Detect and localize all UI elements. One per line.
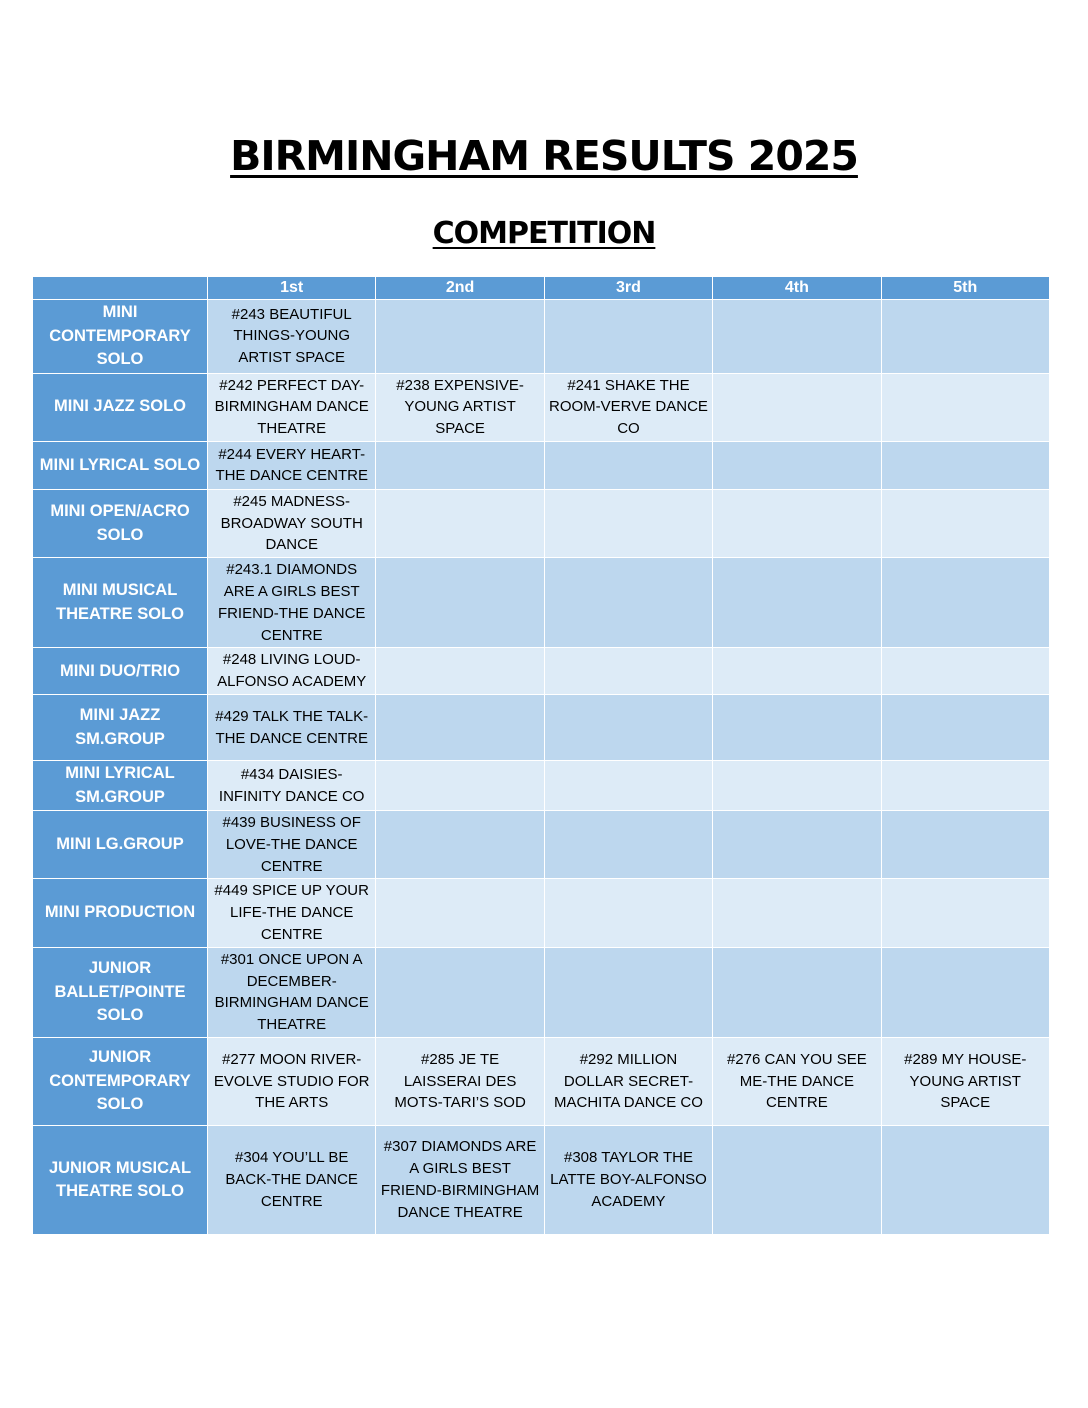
placement-cell [713,373,881,441]
table-row [33,489,1050,557]
placement-cell [713,648,881,695]
placement-cell [376,300,544,374]
placement-cell: #243.1 DIAMONDS ARE A GIRLS BEST FRIEND-THE DANCE CENTRE [208,558,376,648]
header-cell-1st: 1st [208,277,376,300]
placement-cell [713,695,881,761]
placement-cell: #439 BUSINESS OF LOVE-THE DANCE CENTRE [208,811,376,879]
placement-cell [713,558,881,648]
placement-cell [376,489,544,557]
placement-cell [881,695,1049,761]
placement-cell: #307 DIAMONDS ARE A GIRLS BEST FRIEND-BIRMINGHAM DANCE THEATRE [376,1126,544,1235]
header-cell-category [33,277,208,300]
placement-cell [881,879,1049,947]
table-row [33,947,1050,1037]
placement-cell: #244 EVERY HEART-THE DANCE CENTRE [208,441,376,489]
table-row [33,558,1050,648]
placement-cell [544,947,712,1037]
placement-cell: #304 YOU’LL BE BACK-THE DANCE CENTRE [208,1126,376,1235]
placement-cell [544,648,712,695]
placement-cell [713,489,881,557]
table-row [33,648,1050,695]
header-cell-2nd: 2nd [376,277,544,300]
placement-cell: #289 MY HOUSE-YOUNG ARTIST SPACE [881,1038,1049,1126]
placement-cell: #241 SHAKE THE ROOM-VERVE DANCE CO [544,373,712,441]
table-row [33,695,1050,761]
category-cell: MINI LYRICAL SOLO [33,441,208,489]
placement-cell: #245 MADNESS-BROADWAY SOUTH DANCE [208,489,376,557]
table-row [33,441,1050,489]
results-table-body [33,300,1050,1235]
header-cell-5th: 5th [881,277,1049,300]
placement-cell [544,558,712,648]
placement-cell [713,947,881,1037]
placement-cell: #248 LIVING LOUD-ALFONSO ACADEMY [208,648,376,695]
placement-cell [376,558,544,648]
header-cell-3rd: 3rd [544,277,712,300]
category-cell: MINI JAZZ SOLO [33,373,208,441]
placement-cell [544,879,712,947]
placement-cell [713,1126,881,1235]
placement-cell: #301 ONCE UPON A DECEMBER-BIRMINGHAM DANCE THEATRE [208,947,376,1037]
page-subtitle: COMPETITION [432,216,656,251]
placement-cell [881,441,1049,489]
header-cell-4th: 4th [713,277,881,300]
placement-cell [544,489,712,557]
placement-cell [544,811,712,879]
table-row [33,761,1050,811]
table-row [33,373,1050,441]
placement-cell: #434 DAISIES-INFINITY DANCE CO [208,761,376,811]
table-row [33,879,1050,947]
placement-cell: #238 EXPENSIVE-YOUNG ARTIST SPACE [376,373,544,441]
category-cell: MINI DUO/TRIO [33,648,208,695]
placement-cell [713,441,881,489]
placement-cell [544,695,712,761]
category-cell: MINI CONTEMPORARY SOLO [33,300,208,374]
category-cell: MINI JAZZ SM.GROUP [33,695,208,761]
placement-cell: #449 SPICE UP YOUR LIFE-THE DANCE CENTRE [208,879,376,947]
placement-cell [544,761,712,811]
placement-cell [713,879,881,947]
placement-cell: #277 MOON RIVER-EVOLVE STUDIO FOR THE ARTS [208,1038,376,1126]
placement-cell: #429 TALK THE TALK-THE DANCE CENTRE [208,695,376,761]
category-cell: JUNIOR BALLET/POINTE SOLO [33,947,208,1037]
placement-cell: #276 CAN YOU SEE ME-THE DANCE CENTRE [713,1038,881,1126]
table-row [33,811,1050,879]
table-row [33,1038,1050,1126]
category-cell: MINI OPEN/ACRO SOLO [33,489,208,557]
placement-cell [376,648,544,695]
header-row [33,277,1050,300]
placement-cell [544,300,712,374]
placement-cell [881,558,1049,648]
placement-cell: #292 MILLION DOLLAR SECRET-MACHITA DANCE CO [544,1038,712,1126]
placement-cell: #308 TAYLOR THE LATTE BOY-ALFONSO ACADEMY [544,1126,712,1235]
placement-cell [544,441,712,489]
placement-cell: #243 BEAUTIFUL THINGS-YOUNG ARTIST SPACE [208,300,376,374]
table-row [33,300,1050,374]
placement-cell [376,695,544,761]
placement-cell [881,300,1049,374]
placement-cell [881,373,1049,441]
placement-cell [881,1126,1049,1235]
placement-cell [713,811,881,879]
placement-cell [881,648,1049,695]
placement-cell [376,947,544,1037]
placement-cell [376,879,544,947]
placement-cell: #285 JE TE LAISSERAI DES MOTS-TARI’S SOD [376,1038,544,1126]
placement-cell [881,811,1049,879]
category-cell: JUNIOR CONTEMPORARY SOLO [33,1038,208,1126]
placement-cell [376,441,544,489]
category-cell: MINI MUSICAL THEATRE SOLO [33,558,208,648]
placement-cell [376,761,544,811]
placement-cell [881,761,1049,811]
placement-cell [881,947,1049,1037]
results-table-header [33,277,1050,300]
placement-cell [713,761,881,811]
results-table [32,276,1050,1235]
placement-cell [713,300,881,374]
page-title: BIRMINGHAM RESULTS 2025 [230,132,858,180]
placement-cell: #242 PERFECT DAY-BIRMINGHAM DANCE THEATRE [208,373,376,441]
category-cell: JUNIOR MUSICAL THEATRE SOLO [33,1126,208,1235]
placement-cell [881,489,1049,557]
category-cell: MINI LYRICAL SM.GROUP [33,761,208,811]
category-cell: MINI PRODUCTION [33,879,208,947]
placement-cell [376,811,544,879]
category-cell: MINI LG.GROUP [33,811,208,879]
table-row [33,1126,1050,1235]
